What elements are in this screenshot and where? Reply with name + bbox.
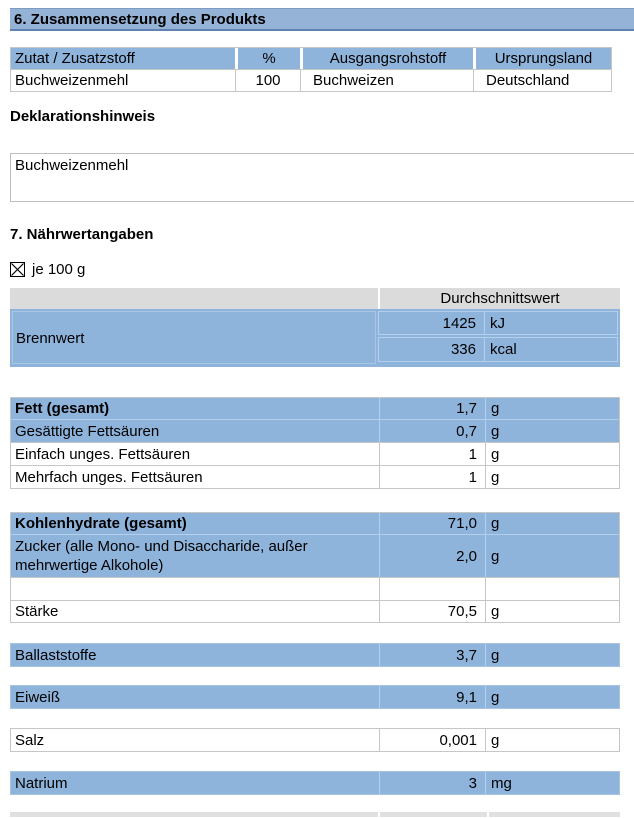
nutrient-value-cell: 1 [379, 466, 485, 488]
section-6-title: 6. Zusammensetzung des Produkts [14, 10, 266, 28]
nutrient-value-cell: 3 [379, 772, 485, 794]
nutrient-label-cell: Mehrfach unges. Fettsäuren [15, 468, 203, 486]
table-row [11, 513, 619, 534]
nutrient-unit-cell: g [485, 644, 617, 666]
nutrient-value-cell: 1 [379, 443, 485, 465]
declaration-text: Buchweizenmehl [15, 157, 129, 174]
table-row [11, 442, 619, 465]
nutrient-value-cell: 3,7 [379, 644, 485, 666]
table-row [11, 398, 619, 419]
nutrient-label-cell [11, 578, 379, 600]
average-value-header-row [10, 288, 620, 309]
energy-kj-row [378, 311, 618, 335]
nutrient-value-cell [379, 578, 485, 600]
nutrient-unit-cell: g [485, 729, 617, 751]
table-row [11, 69, 611, 91]
nutrient-label-cell: Ballaststoffe [15, 646, 97, 664]
table-row [11, 419, 619, 442]
nutrient-label-cell: Zucker (alle Mono- und Disaccharide, außer mehrwertige Alkohole) [15, 538, 308, 574]
nutrient-label-cell: Stärke [15, 603, 59, 620]
energy-kj-unit: kJ [484, 312, 617, 334]
nutrient-label-cell: Einfach unges. Fettsäuren [15, 445, 191, 463]
fat-table [10, 397, 620, 489]
nutrient-unit-cell: g [485, 535, 617, 577]
nutrient-unit-cell: g [485, 466, 617, 488]
nutrient-label-cell: Gesättigte Fettsäuren [15, 422, 160, 440]
section-6-header [10, 8, 634, 31]
protein-table [10, 685, 620, 709]
table-row [11, 600, 619, 622]
table-row [11, 465, 619, 488]
section-7-title: 7. Nährwertangaben [10, 226, 154, 243]
table-row [11, 686, 619, 708]
declaration-textbox[interactable] [10, 153, 634, 202]
energy-label: Brennwert [16, 329, 85, 347]
per-100g-option [10, 261, 85, 278]
declaration-heading: Deklarationshinweis [10, 108, 156, 125]
energy-table [10, 309, 620, 367]
nutrient-value-cell: 0,001 [379, 729, 485, 751]
energy-kcal-value: 336 [450, 341, 476, 358]
sodium-table [10, 771, 620, 795]
average-value-header-cell: Durchschnittswert [380, 288, 620, 309]
nutrient-unit-cell: g [485, 443, 617, 465]
table-header-cell: Zutat / Zusatzstoff [11, 48, 235, 69]
table-row [11, 772, 619, 794]
energy-kcal-unit: kcal [484, 338, 617, 361]
nutrient-unit-cell: g [485, 398, 617, 419]
raw-material-cell: Buchweizen [300, 69, 473, 91]
composition-table [10, 47, 612, 92]
fiber-table [10, 643, 620, 667]
nutrient-value-cell: 70,5 [379, 601, 485, 622]
table-header-cell: Ursprungsland [473, 48, 611, 69]
nutrient-label-cell: Fett (gesamt) [15, 400, 110, 417]
nutrient-unit-cell: mg [485, 772, 617, 794]
nutrient-value-cell: 71,0 [379, 513, 485, 534]
table-header-cell: % [235, 48, 300, 69]
nutrient-value-cell: 0,7 [379, 420, 485, 442]
empty-header-cell [10, 288, 378, 309]
per-100g-label: je 100 g [32, 261, 86, 278]
nutrient-label-cell: Eiweiß [15, 688, 61, 706]
nutrient-unit-cell: g [485, 686, 617, 708]
energy-kcal-row [378, 337, 618, 362]
checkbox-checked-icon[interactable] [10, 262, 25, 277]
salt-table [10, 728, 620, 752]
table-header-cell: Ausgangsrohstoff [300, 48, 473, 69]
nutrient-value-cell: 2,0 [379, 535, 485, 577]
nutrient-label-cell: Salz [15, 731, 45, 749]
nutrient-unit-cell: g [485, 420, 617, 442]
table-row [11, 729, 619, 751]
nutrient-unit-cell [485, 578, 617, 600]
nutrient-label-cell: Kohlenhydrate (gesamt) [15, 515, 187, 532]
nutrient-unit-cell: g [485, 513, 617, 534]
nutrient-value-cell: 9,1 [379, 686, 485, 708]
next-table-partial-row [10, 812, 620, 817]
table-row [11, 644, 619, 666]
nutrient-unit-cell: g [485, 601, 617, 622]
energy-kj-value: 1425 [442, 314, 476, 332]
nutrient-label-cell: Natrium [15, 774, 68, 792]
table-row [11, 534, 619, 577]
table-row [11, 577, 619, 600]
carbohydrate-table [10, 512, 620, 623]
origin-cell: Deutschland [473, 69, 611, 91]
nutrient-value-cell: 1,7 [379, 398, 485, 419]
percent-cell: 100 [235, 69, 300, 91]
composition-table-header-row [11, 48, 611, 69]
ingredient-cell: Buchweizenmehl [11, 69, 235, 91]
